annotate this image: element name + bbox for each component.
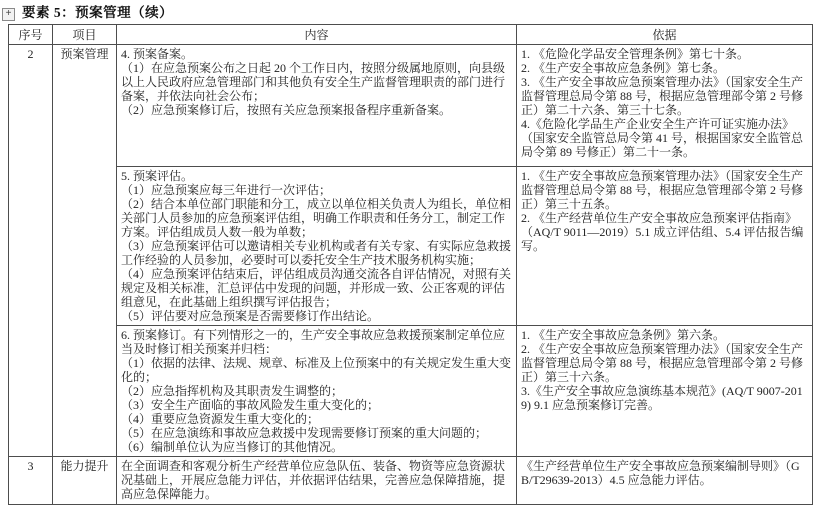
item-cell-capability: 能力提升 [53, 457, 117, 505]
paragraph: （2）应急预案修订后，按照有关应急预案报备程序重新备案。 [121, 103, 452, 117]
seq-cell-2: 2 [9, 45, 53, 457]
paragraph: 4.《危险化学品生产企业安全生产许可证实施办法》（国家安全监管总局令第 41 号，根据国家安全监管总局令第 89 号修正）第二十一条。 [521, 117, 804, 159]
paragraph: 在全面调查和客观分析生产经营单位应急队伍、装备、物资等应急资源状况基础上，开展应急能力评估，并依据评估结果，完善应急保障措施，提高应急保障能力。 [121, 459, 506, 501]
basis-cell-revision [517, 326, 813, 457]
header-content: 内容 [117, 25, 517, 45]
table-expand-icon[interactable]: + [2, 8, 15, 21]
paragraph: 1. 《生产安全事故应急条例》第六条。 [521, 328, 726, 342]
page-title: 要素 5：预案管理（续） [22, 5, 174, 20]
content-cell-evaluation [117, 167, 517, 326]
paragraph: 1. 《生产安全事故应急预案管理办法》（国家安全生产监督管理总局令第 88 号，根据应急管理部令第 2 号修正）第三十五条。 [521, 169, 804, 211]
paragraph: （1）应急预案应每三年进行一次评估； [121, 183, 332, 197]
basis-cell-capability [517, 457, 813, 505]
paragraph: （4）重要应急资源发生重大变化的； [121, 412, 320, 426]
paragraph: （5）在应急演练和事故应急救援中发现需要修订预案的重大问题的； [121, 426, 488, 440]
content-cell-filing [117, 45, 517, 167]
table-row [9, 457, 813, 505]
paragraph: （5）评估要对应急预案是否需要修订作出结论。 [121, 309, 380, 323]
paragraph: （2）应急指挥机构及其职责发生调整的； [121, 384, 344, 398]
paragraph: 3. 《生产安全事故应急预案管理办法》（国家安全生产监督管理总局令第 88 号，根据应急管理部令第 2 号修正）第二十六条、第三十七条。 [521, 75, 804, 117]
item-cell-plan-management: 预案管理 [53, 45, 117, 457]
paragraph: 2. 《生产安全事故应急预案管理办法》（国家安全生产监督管理总局令第 88 号，根据应急管理部令第 2 号修正）第三十六条。 [521, 342, 804, 384]
paragraph: （6）编制单位认为应当修订的其他情况。 [121, 440, 344, 454]
basis-cell-filing [517, 45, 813, 167]
paragraph: 3.《生产安全事故应急演练基本规范》(AQ/T 9007-2019) 9.1 应急预案修订完善。 [521, 384, 803, 412]
header-basis: 依据 [517, 25, 813, 45]
paragraph: （1）在应急预案公布之日起 20 个工作日内，按照分级属地原则，向县级以上人民政府应急管理部门和其他负有安全生产监督管理职责的部门进行备案，并依法向社会公布； [121, 61, 506, 103]
paragraph: 1. 《危险化学品安全管理条例》第七十条。 [521, 47, 750, 61]
header-row [9, 25, 813, 45]
basis-cell-evaluation [517, 167, 813, 326]
content-cell-revision [117, 326, 517, 457]
table-row [9, 45, 813, 167]
paragraph: （3）应急预案评估可以邀请相关专业机构或者有关专家、有实际应急救援工作经验的人员参加，必要时可以委托安全生产技术服务机构实施； [121, 239, 512, 267]
header-item: 项目 [53, 25, 117, 45]
content-cell-capability [117, 457, 517, 505]
paragraph: 2. 《生产经营单位生产安全事故应急预案评估指南》（AQ/T 9011—2019）5.1 成立评估组、5.4 评估报告编写。 [521, 211, 804, 253]
header-seq: 序号 [9, 25, 53, 45]
paragraph: 6. 预案修订。有下列情形之一的，生产安全事故应急救援预案制定单位应当及时修订相关预案并归档： [121, 328, 506, 356]
paragraph: （1）依据的法律、法规、规章、标准及上位预案中的有关规定发生重大变化的； [121, 356, 512, 384]
paragraph: 2. 《生产安全事故应急条例》第七条。 [521, 61, 726, 75]
table-row [9, 326, 813, 457]
paragraph: 5. 预案评估。 [121, 169, 194, 183]
paragraph: （2）结合本单位部门职能和分工，成立以单位相关负责人为组长，单位相关部门人员参加的应急预案评估组，明确工作职责和任务分工，制定工作方案。评估组成员人数一般为单数； [121, 197, 512, 239]
paragraph: 4. 预案备案。 [121, 47, 194, 61]
table-row [9, 167, 813, 326]
seq-cell-3: 3 [9, 457, 53, 505]
paragraph: 《生产经营单位生产安全事故应急预案编制导则》（GB/T29639-2013）4.5 应急能力评估。 [521, 459, 800, 487]
plan-management-table [8, 24, 813, 505]
paragraph: （4）应急预案评估结束后，评估组成员沟通交流各自评估情况，对照有关规定及相关标准，汇总评估中发现的问题，并形成一致、公正客观的评估组意见，在此基础上组织撰写评估报告； [121, 267, 512, 309]
paragraph: （3）安全生产面临的事故风险发生重大变化的； [121, 398, 380, 412]
